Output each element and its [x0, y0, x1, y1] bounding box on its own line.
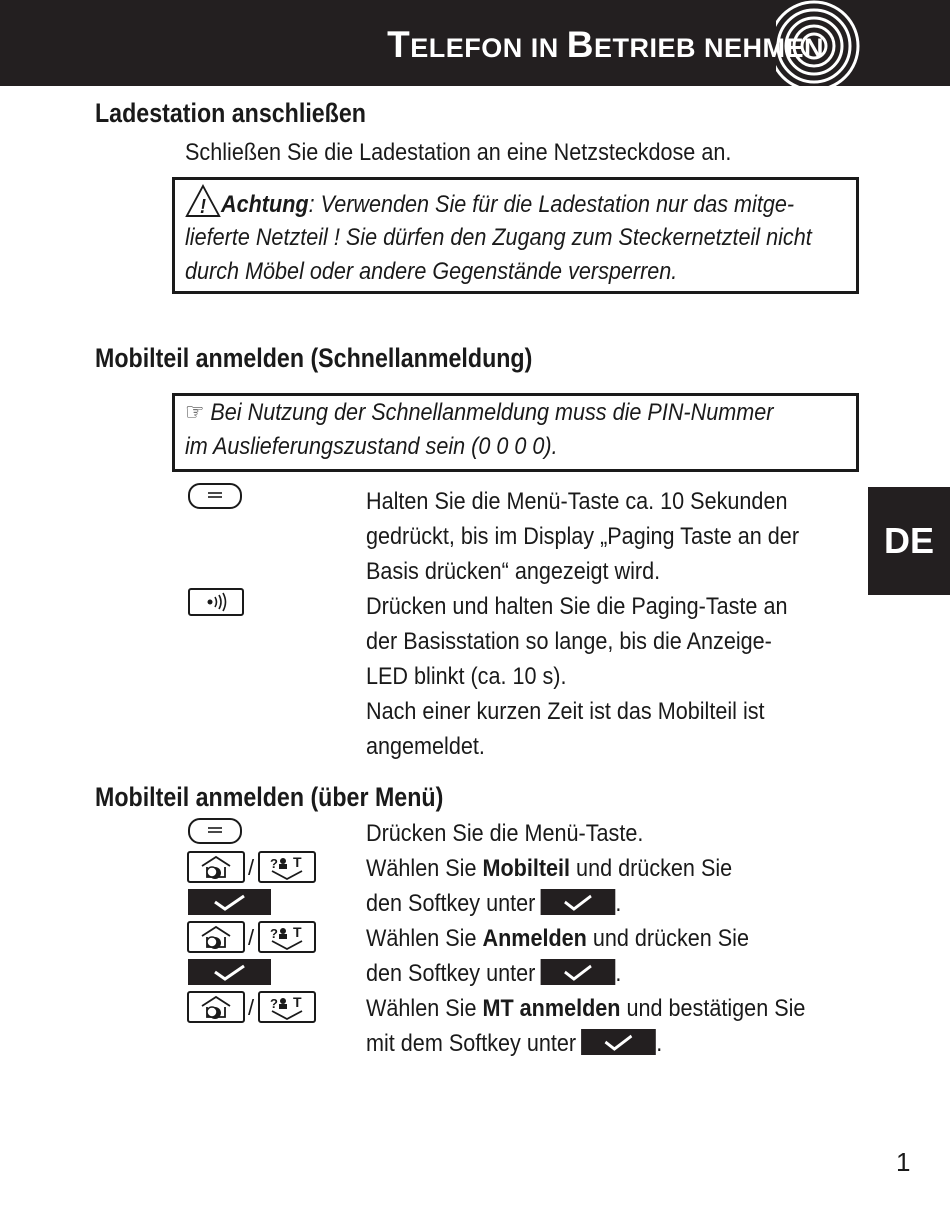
- page-header-title: TELEFON IN BETRIEB NEHMEN: [387, 24, 824, 65]
- menu-step-line: mit dem Softkey unter .: [366, 1030, 663, 1057]
- paging-key-icon: [188, 588, 244, 616]
- warning-triangle-icon: [185, 184, 221, 218]
- slash-separator: /: [248, 995, 255, 1020]
- down-key-icon: [258, 851, 316, 883]
- menu-step-line: Wählen Sie MT anmelden und bestätigen Sie: [366, 995, 806, 1022]
- language-tab: DE: [868, 487, 950, 595]
- quick-step-line: gedrückt, bis im Display „Paging Taste an der: [366, 523, 800, 550]
- checkmark-softkey-icon: [541, 959, 616, 985]
- svg-text:?: ?: [270, 926, 278, 941]
- checkmark-softkey-icon: [188, 889, 271, 915]
- quick-step-line: angemeldet.: [366, 733, 485, 760]
- menu-key-icon: [188, 483, 242, 509]
- svg-text:T: T: [293, 994, 302, 1010]
- up-key-icon: [187, 991, 245, 1023]
- pointing-hand-icon: ☞: [185, 399, 205, 426]
- warning-line-2: lieferte Netzteil ! Sie dürfen den Zugang zum Steckernetzteil nicht: [185, 224, 812, 251]
- up-key-icon: [187, 851, 245, 883]
- checkmark-softkey-icon: [581, 1029, 656, 1055]
- note-line-1: ☞ Bei Nutzung der Schnellanmeldung muss die PIN-Nummer: [185, 399, 774, 426]
- note-line-2: im Auslieferungszustand sein (0 0 0 0).: [185, 433, 558, 460]
- up-key-icon: [187, 921, 245, 953]
- svg-text:!: !: [199, 196, 207, 218]
- section-heading-charging-station: Ladestation anschließen: [95, 98, 366, 128]
- note-box: [172, 393, 859, 472]
- svg-text:?: ?: [270, 856, 278, 871]
- checkmark-softkey-icon: [541, 889, 616, 915]
- charging-station-text: Schließen Sie die Ladestation an eine Netzsteckdose an.: [185, 139, 732, 166]
- page-number: 1: [896, 1147, 911, 1177]
- svg-text:T: T: [293, 924, 302, 940]
- menu-step-line: Wählen Sie Anmelden und drücken Sie: [366, 925, 749, 952]
- warning-line-1: ! Achtung: Verwenden Sie für die Ladestation nur das mitge-: [185, 184, 794, 219]
- quick-step-line: Nach einer kurzen Zeit ist das Mobilteil ist: [366, 698, 765, 725]
- quick-step-line: LED blinkt (ca. 10 s).: [366, 663, 567, 690]
- quick-step-line: Halten Sie die Menü-Taste ca. 10 Sekunden: [366, 488, 788, 515]
- menu-step-line: den Softkey unter .: [366, 960, 622, 987]
- slash-separator: /: [248, 855, 255, 880]
- menu-step-line: Wählen Sie Mobilteil und drücken Sie: [366, 855, 733, 882]
- svg-text:T: T: [293, 854, 302, 870]
- warning-line-3: durch Möbel oder andere Gegenstände versperren.: [185, 258, 678, 285]
- down-key-icon: [258, 991, 316, 1023]
- warning-box: [172, 177, 859, 294]
- quick-step-line: der Basisstation so lange, bis die Anzeige-: [366, 628, 772, 655]
- checkmark-softkey-icon: [188, 959, 271, 985]
- section-heading-menu-registration: Mobilteil anmelden (über Menü): [95, 782, 444, 812]
- menu-key-icon: [188, 818, 242, 844]
- menu-step-line: Drücken Sie die Menü-Taste.: [366, 820, 644, 847]
- brand-rings-logo: [776, 0, 866, 86]
- quick-step-line: Basis drücken“ angezeigt wird.: [366, 558, 661, 585]
- slash-separator: /: [248, 925, 255, 950]
- menu-step-line: den Softkey unter .: [366, 890, 622, 917]
- down-key-icon: [258, 921, 316, 953]
- header-bar: [0, 0, 950, 86]
- section-heading-quick-registration: Mobilteil anmelden (Schnellanmeldung): [95, 343, 533, 373]
- svg-text:?: ?: [270, 996, 278, 1011]
- quick-step-line: Drücken und halten Sie die Paging-Taste an: [366, 593, 788, 620]
